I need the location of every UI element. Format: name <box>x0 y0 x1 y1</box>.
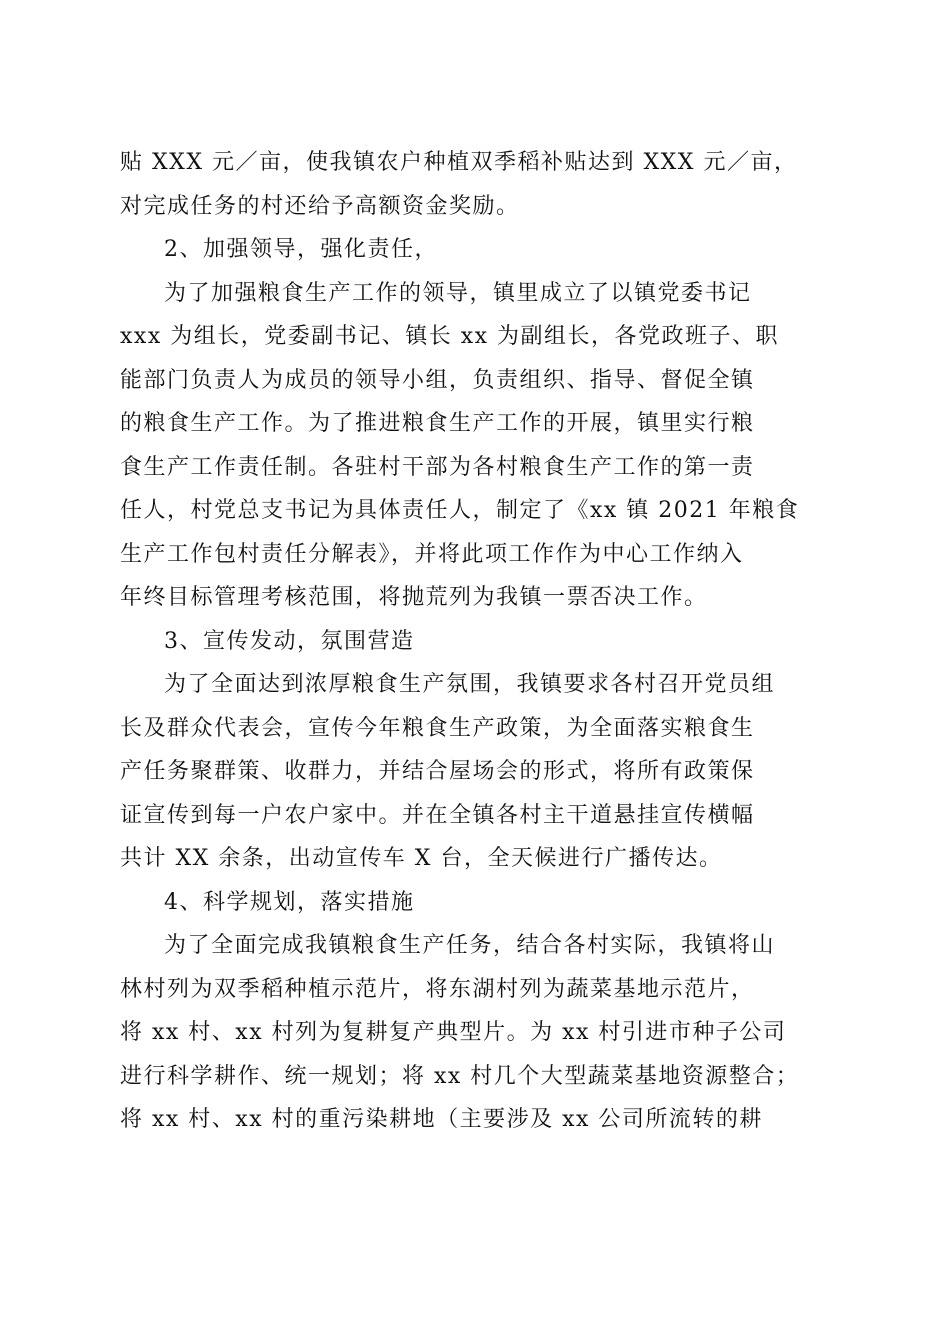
text-line: 将 xx 村、xx 村的重污染耕地（主要涉及 xx 公司所流转的耕 <box>120 1107 763 1132</box>
text-line: 共计 XX 余条，出动宣传车 X 台，全天候进行广播传达。 <box>120 846 723 871</box>
text-line: 将 xx 村、xx 村列为复耕复产典型片。为 xx 村引进市种子公司 <box>120 1020 787 1045</box>
text-line: 能部门负责人为成员的领导小组，负责组织、指导、督促全镇 <box>120 367 755 393</box>
text-line: 食生产工作责任制。各驻村干部为各村粮食生产工作的第一责 <box>120 454 755 480</box>
text-line: 证宣传到每一户农户家中。并在全镇各村主干道悬挂宣传横幅 <box>120 802 755 828</box>
text-line: 进行科学耕作、统一规划；将 xx 村几个大型蔬菜基地资源整合； <box>120 1063 800 1089</box>
text-line: 的粮食生产工作。为了推进粮食生产工作的开展，镇里实行粮 <box>120 411 755 436</box>
text-line: xxx 为组长，党委副书记、镇长 xx 为副组长，各党政班子、职 <box>120 324 780 349</box>
text-line: 为了加强粮食生产工作的领导，镇里成立了以镇党委书记 <box>164 280 752 306</box>
text-line: 长及群众代表会，宣传今年粮食生产政策，为全面落实粮食生 <box>120 715 755 741</box>
text-line: 贴 XXX 元／亩，使我镇农户种植双季稻补贴达到 XXX 元／亩， <box>120 150 798 175</box>
text-line: 对完成任务的村还给予高额资金奖励。 <box>120 193 520 219</box>
text-line: 林村列为双季稻种植示范片，将东湖村列为蔬菜基地示范片， <box>120 976 755 1002</box>
text-line: 年终目标管理考核范围，将抛荒列为我镇一票否决工作。 <box>120 585 708 610</box>
text-line: 为了全面完成我镇粮食生产任务，结合各村实际，我镇将山 <box>164 933 776 958</box>
section-heading-3: 3、宣传发动，氛围营造 <box>164 628 415 654</box>
text-line: 产任务聚群策、收群力，并结合屋场会的形式，将所有政策保 <box>120 759 755 784</box>
section-heading-4: 4、科学规划，落实措施 <box>164 889 415 915</box>
section-heading-2: 2、加强领导，强化责任， <box>164 237 438 262</box>
text-line: 为了全面达到浓厚粮食生产氛围，我镇要求各村召开党员组 <box>164 672 776 697</box>
document-body <box>120 141 832 1142</box>
text-line: 生产工作包村责任分解表》，并将此项工作作为中心工作纳入 <box>120 541 744 567</box>
text-line: 任人，村党总支书记为具体责任人，制定了《xx 镇 2021 年粮食 <box>120 498 800 523</box>
